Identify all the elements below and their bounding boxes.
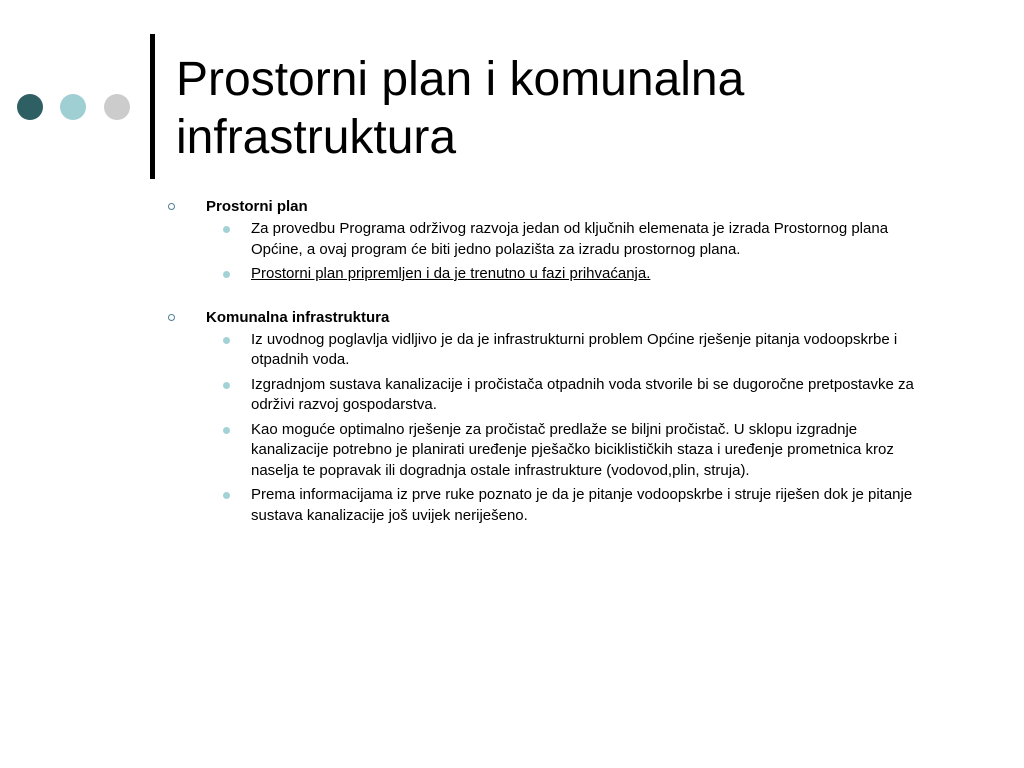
section-heading [168, 307, 938, 328]
slide-title-line-2: infrastruktura [176, 111, 457, 164]
slide-title [176, 51, 996, 167]
section-heading-text: Komunalna infrastruktura [206, 308, 390, 326]
bullet-dot-icon [223, 492, 230, 499]
bullet-dot-icon [223, 226, 230, 233]
bullet-dot-icon [223, 427, 230, 434]
list-item [168, 485, 938, 526]
ring-bullet-icon [168, 314, 175, 321]
list-item [168, 420, 938, 482]
decorative-dot-dark [17, 94, 43, 120]
section-heading [168, 196, 938, 217]
list-item-text: Prema informacijama iz prve ruke poznato je da je pitanje vodoopskrbe i struje riješen dok je pitanje sustava kanalizacije još uvijek neriješeno. [251, 486, 913, 524]
list-item-text: Kao moguće optimalno rješenje za pročistač predlaže se biljni pročistač. U sklopu izgradnje kanalizacije potrebno je planirati uređenje pješačko biciklističkih staza i uređenje prometnica kroz naselja te popravak ili dogradnja ostale infrastrukture (vodovod,plin, struja). [251, 420, 894, 479]
section-prostorni-plan [168, 196, 938, 285]
list-item [168, 219, 938, 260]
section-heading-text: Prostorni plan [206, 198, 308, 215]
list-item-text: Izgradnjom sustava kanalizacije i pročistača otpadnih voda stvorile bi se dugoročne pretpostavke za održivi razvoj gospodarstva. [251, 375, 914, 413]
bullet-dot-icon [223, 271, 230, 278]
slide-content [168, 196, 938, 548]
title-divider-bar [150, 34, 155, 179]
bullet-dot-icon [223, 382, 230, 389]
bullet-list [168, 219, 938, 285]
list-item-text: Za provedbu Programa održivog razvoja jedan od ključnih elemenata je izrada Prostornog plana Općine, a ovaj program će biti jedno polazišta za izradu prostornog plana. [251, 220, 889, 258]
ring-bullet-icon [168, 203, 175, 210]
list-item-text: Prostorni plan pripremljen i da je trenutno u fazi prihvaćanja. [251, 265, 651, 282]
section-komunalna-infrastruktura [168, 307, 938, 527]
list-item-text: Iz uvodnog poglavlja vidljivo je da je infrastrukturni problem Općine rješenje pitanja vodoopskrbe i otpadnih voda. [251, 330, 898, 368]
decorative-dot-light [60, 94, 86, 120]
list-item [168, 264, 938, 285]
slide-title-line-1: Prostorni plan i komunalna [176, 53, 745, 106]
decorative-dot-gray [104, 94, 130, 120]
bullet-list [168, 330, 938, 527]
list-item [168, 330, 938, 371]
list-item [168, 375, 938, 416]
bullet-dot-icon [223, 337, 230, 344]
